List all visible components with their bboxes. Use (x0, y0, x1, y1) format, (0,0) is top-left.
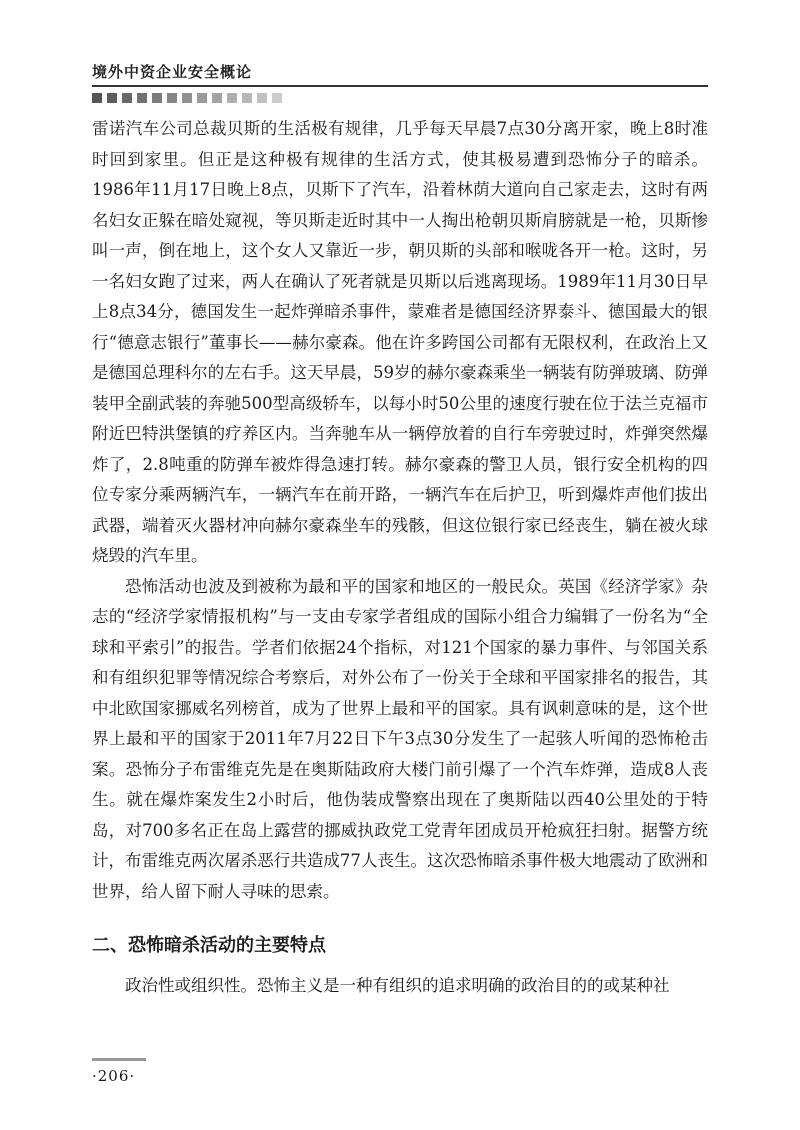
header-block (242, 93, 252, 103)
header-block (197, 93, 207, 103)
footer-rule (92, 1058, 146, 1061)
running-header (92, 62, 708, 82)
header-block (107, 93, 117, 103)
header-block (257, 93, 267, 103)
page-body (92, 114, 708, 1002)
body-paragraph-2: 恐怖活动也波及到被称为最和平的国家和地区的一般民众。英国《经济学家》杂志的“经济学家情报机构”与一支由专家学者组成的国际小组合力编辑了一份名为“全球和平索引”的报告。学者们依据24个指标，对121个国家的暴力事件、与邻国关系和有组织犯罪等情况综合考察后，对外公布了一份关于全球和平国家排名的报告，其中北欧国家挪威名列榜首，成为了世界上最和平的国家。具有讽刺意味的是，这个世界上最和平的国家于2011年7月22日下午3点30分发生了一起骇人听闻的恐怖枪击案。恐怖分子布雷维克先是在奥斯陆政府大楼门前引爆了一个汽车炸弹，造成8人丧生。就在爆炸案发生2小时后，他伪装成警察出现在了奥斯陆以西40公里处的于特岛，对700多名正在岛上露营的挪威执政党工党青年团成员开枪疯狂扫射。据警方统计，布雷维克两次屠杀恶行共造成77人丧生。这次恐怖暗杀事件极大地震动了欧洲和世界，给人留下耐人寻味的思索。 (92, 576, 708, 901)
header-block (167, 93, 177, 103)
header-decoration-blocks (92, 93, 287, 103)
body-paragraph-1: 雷诺汽车公司总裁贝斯的生活极有规律，几乎每天早晨7点30分离开家，晚上8时准时回到家里。但正是这种极有规律的生活方式，使其极易遭到恐怖分子的暗杀。1986年11月17日晚上8点，贝斯下了汽车，沿着林荫大道向自己家走去，这时有两名妇女正躲在暗处窥视，等贝斯走近时其中一人掏出枪朝贝斯肩膀就是一枪，贝斯惨叫一声，倒在地上，这个女人又靠近一步，朝贝斯的头部和喉咙各开一枪。这时，另一名妇女跑了过来，两人在确认了死者就是贝斯以后逃离现场。1989年11月30日早上8点34分，德国发生一起炸弹暗杀事件，蒙难者是德国经济界泰斗、德国最大的银行“德意志银行”董事长——赫尔豪森。他在许多跨国公司都有无限权利，在政治上又是德国总理科尔的左右手。这天早晨，59岁的赫尔豪森乘坐一辆装有防弹玻璃、防弹装甲全副武装的奔驰500型高级轿车，以每小时50公里的速度行驶在位于法兰克福市附近巴特洪堡镇的疗养区内。当奔驰车从一辆停放着的自行车旁驶过时，炸弹突然爆炸了，2.8吨重的防弹车被炸得急速打转。赫尔豪森的警卫人员，银行安全机构的四位专家分乘两辆汽车，一辆汽车在前开路，一辆汽车在后护卫，听到爆炸声他们拔出武器，端着灭火器材冲向赫尔豪森坐车的残骸，但这位银行家已经丧生，躺在被火球烧毁的汽车里。 (92, 119, 708, 565)
header-block (92, 93, 102, 103)
header-block (182, 93, 192, 103)
section-paragraph: 政治性或组织性。恐怖主义是一种有组织的追求明确的政治目的的或某种社 (125, 976, 670, 995)
section-heading: 二、恐怖暗杀活动的主要特点 (92, 935, 326, 956)
header-block (212, 93, 222, 103)
page-number: ·206· (92, 1067, 136, 1085)
header-block (137, 93, 147, 103)
header-block (122, 93, 132, 103)
book-title: 境外中资企业安全概论 (92, 63, 253, 81)
page-footer (92, 1058, 708, 1085)
header-block (272, 93, 282, 103)
header-block (152, 93, 162, 103)
header-block (227, 93, 237, 103)
header-rule (92, 85, 708, 87)
